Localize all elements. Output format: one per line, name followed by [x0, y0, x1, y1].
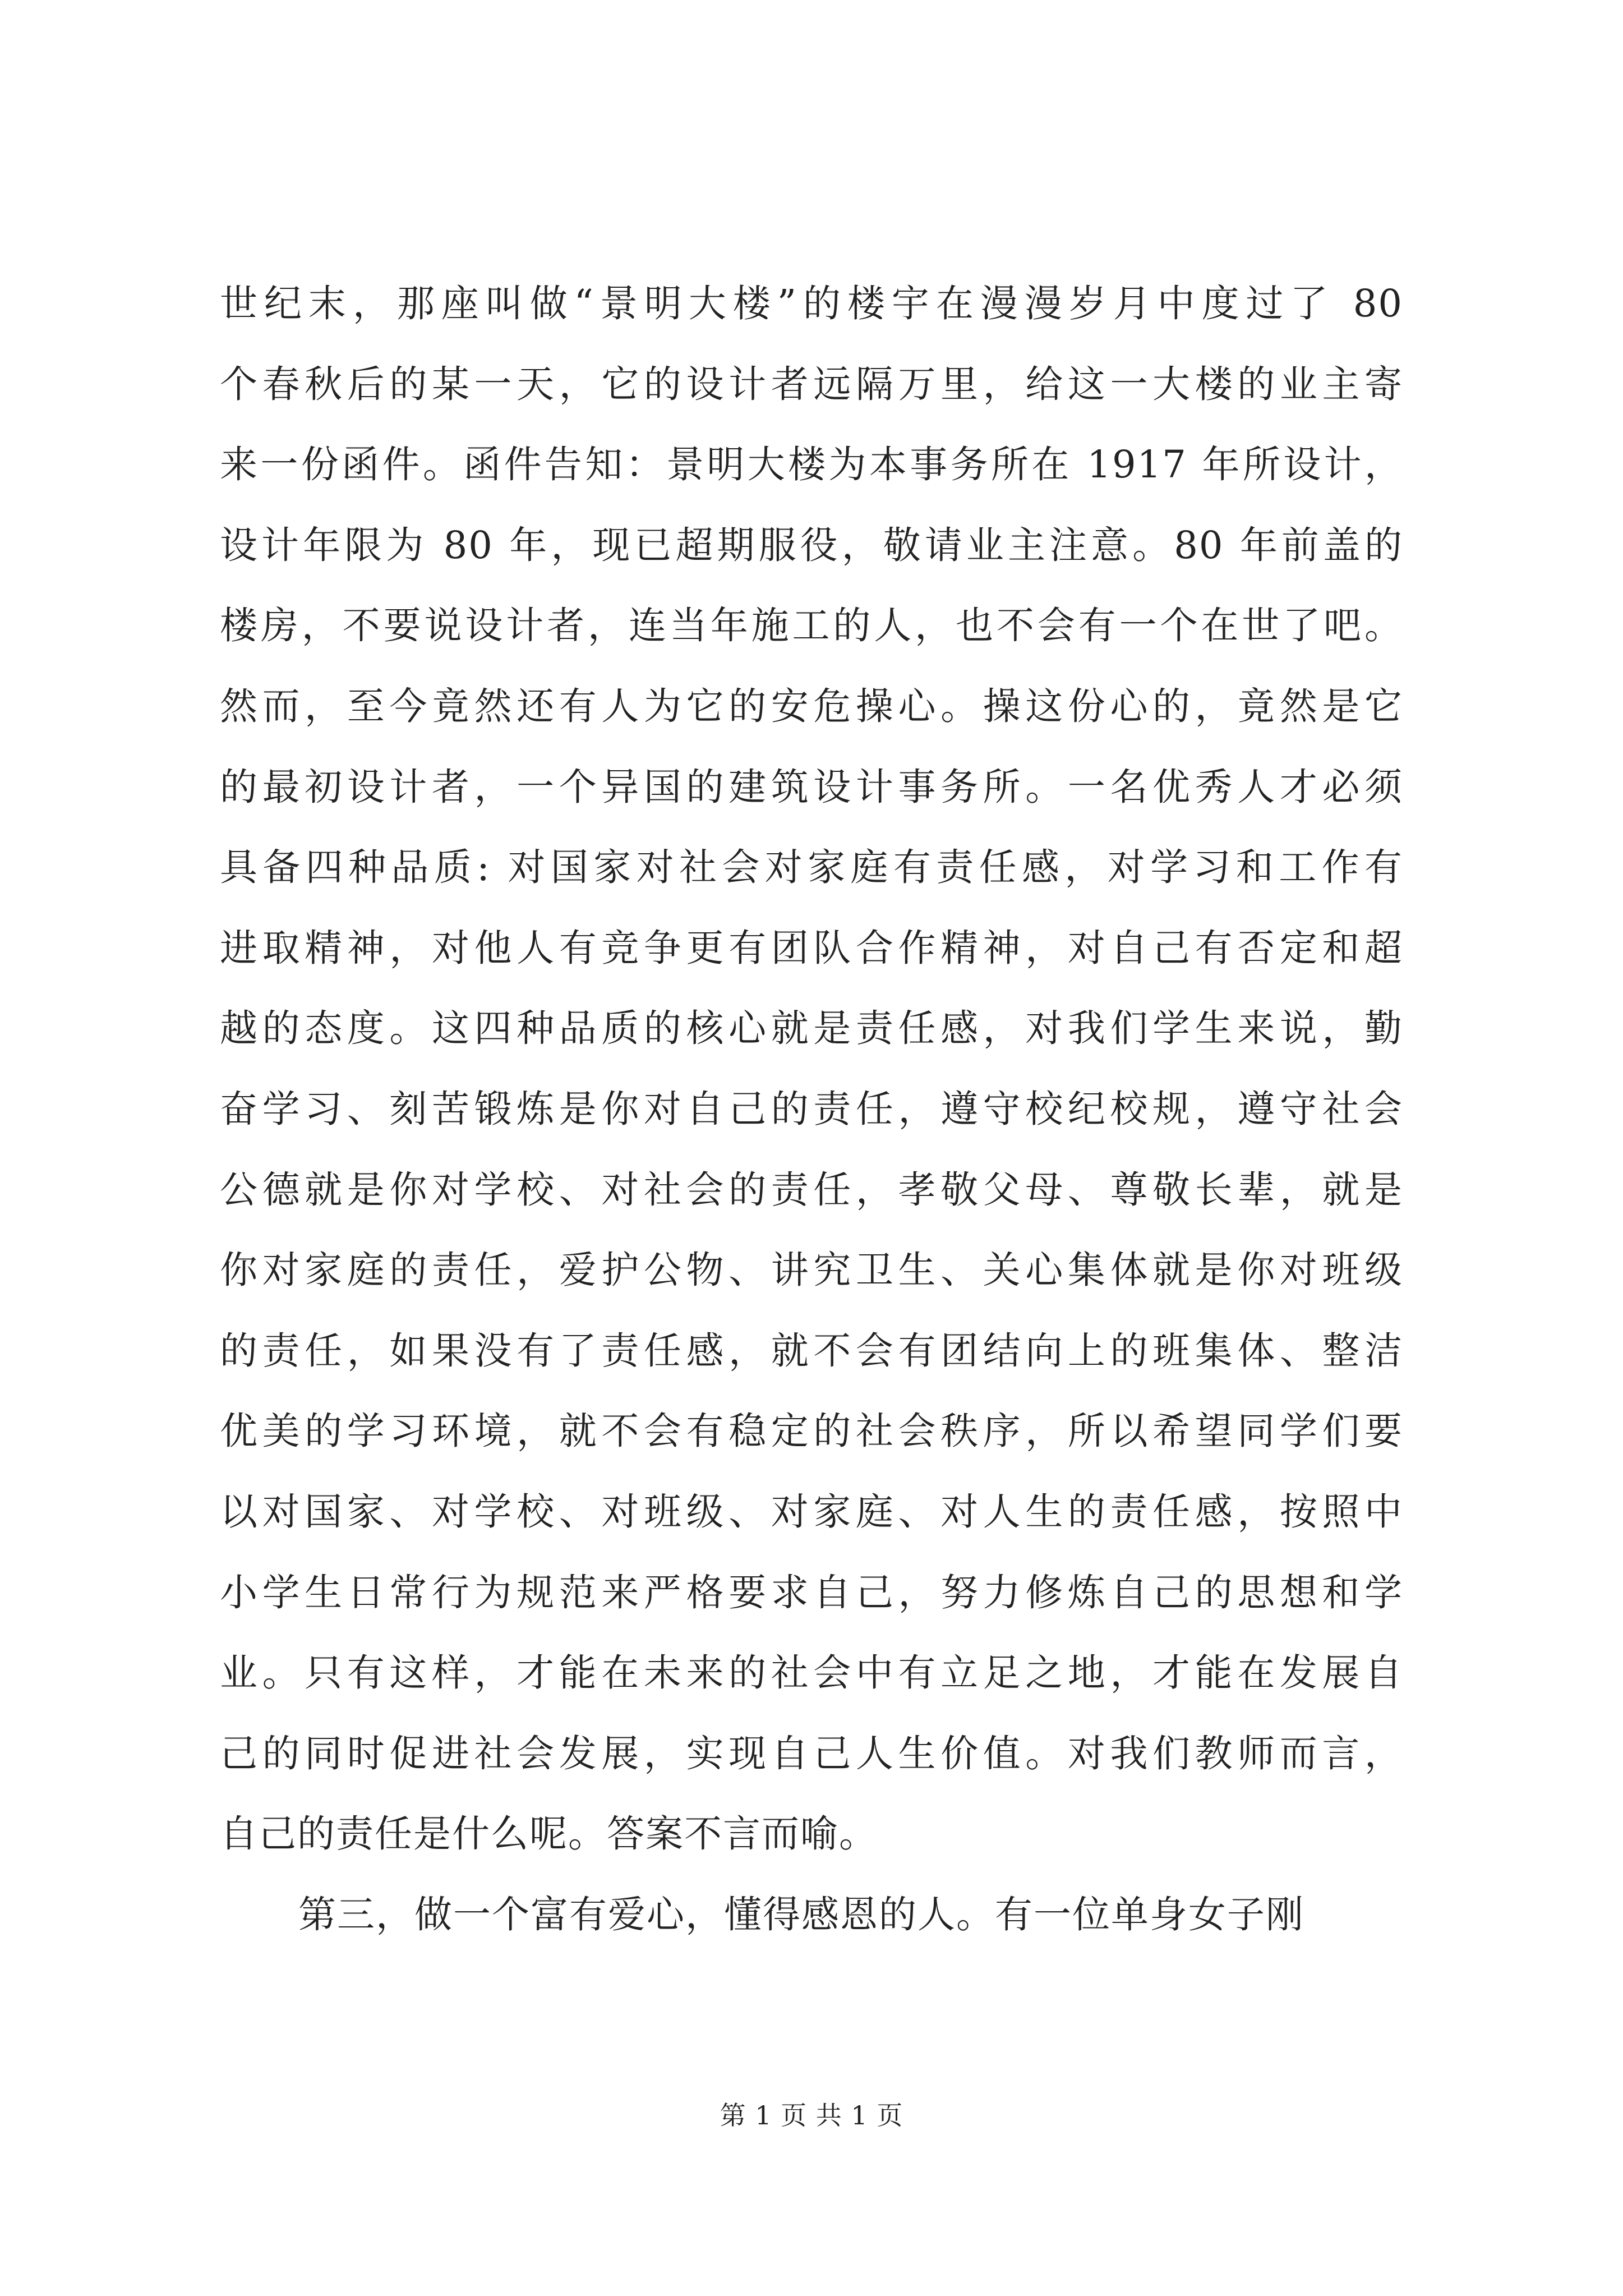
text-line: 自己的责任是什么呢。答案不言而喻。	[220, 1812, 878, 1856]
text-line: 以对国家、对学校、对班级、对家庭、对人生的责任感，按照中	[220, 1489, 1403, 1534]
text-line: 的最初设计者，一个异国的建筑设计事务所。一名优秀人才必须	[220, 765, 1403, 809]
page-footer: 第 1 页 共 1 页	[720, 2100, 903, 2131]
text-line: 越的态度。这四种品质的核心就是责任感，对我们学生来说，勤	[220, 1006, 1403, 1051]
text-line: 的责任，如果没有了责任感，就不会有团结向上的班集体、整洁	[220, 1328, 1403, 1373]
text-line: 公德就是你对学校、对社会的责任，孝敬父母、尊敬长辈，就是	[220, 1167, 1403, 1212]
text-line: 具备四种品质: 对国家对社会对家庭有责任感，对学习和工作有	[220, 845, 1403, 890]
text-line: 你对家庭的责任，爱护公物、讲究卫生、关心集体就是你对班级	[220, 1248, 1403, 1292]
text-line: 业。只有这样，才能在未来的社会中有立足之地，才能在发展自	[220, 1651, 1403, 1695]
text-line: 优美的学习环境，就不会有稳定的社会秩序，所以希望同学们要	[220, 1409, 1403, 1453]
text-line: 小学生日常行为规范来严格要求自己，努力修炼自己的思想和学	[220, 1570, 1403, 1614]
text-line: 楼房，不要说设计者，连当年施工的人，也不会有一个在世了吧。	[220, 604, 1403, 648]
text-line: 世纪末，那座叫做“景明大楼”的楼宇在漫漫岁月中度过了 80	[220, 282, 1403, 325]
text-line: 奋学习、刻苦锻炼是你对自己的责任，遵守校纪校规，遵守社会	[220, 1087, 1403, 1131]
text-line: 来一份函件。函件告知：景明大楼为本事务所在 1917 年所设计，	[220, 443, 1403, 487]
text-line: 设计年限为 80 年，现已超期服役，敬请业主注意。80 年前盖的	[220, 523, 1403, 567]
text-line: 然而，至今竟然还有人为它的安危操心。操这份心的，竟然是它	[220, 684, 1403, 728]
text-line: 个春秋后的某一天，它的设计者远隔万里，给这一大楼的业主寄	[220, 362, 1403, 406]
paragraph-first-line: 第三，做一个富有爱心，懂得感恩的人。有一位单身女子刚	[298, 1892, 1304, 1936]
text-line: 己的同时促进社会发展，实现自己人生价值。对我们教师而言，	[220, 1731, 1403, 1775]
text-line: 进取精神，对他人有竞争更有团队合作精神，对自己有否定和超	[220, 926, 1403, 970]
body-text	[220, 264, 1403, 1955]
